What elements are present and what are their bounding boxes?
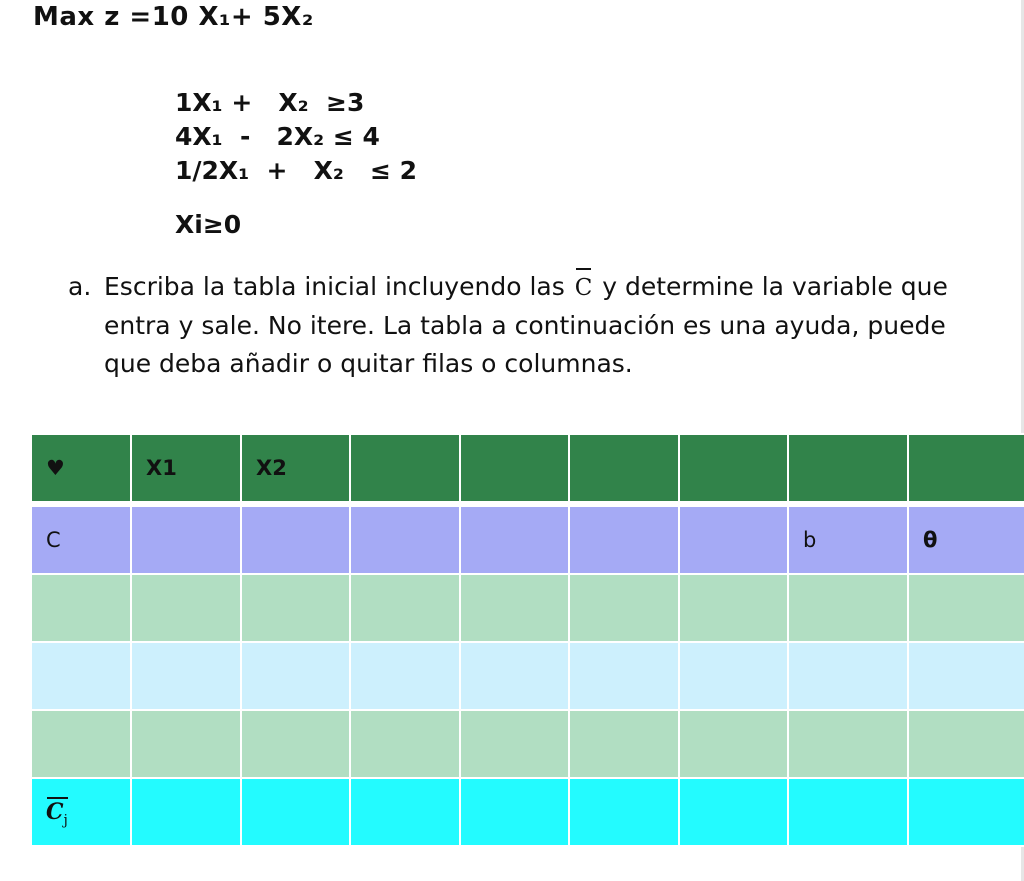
header-row <box>31 434 1024 504</box>
table-cell[interactable] <box>460 710 569 778</box>
cj-symbol <box>46 796 68 828</box>
table-cell[interactable] <box>460 778 569 846</box>
table-cell[interactable] <box>241 778 350 846</box>
table-cell[interactable] <box>679 574 788 642</box>
table-cell[interactable] <box>908 710 1024 778</box>
simplex-table <box>30 433 1024 847</box>
table-cell[interactable] <box>31 574 131 642</box>
theta-column-label: θ <box>908 504 1024 574</box>
constraint-3: 1/2X₁ + X₂ ≤ 2 <box>175 156 417 185</box>
table-row <box>31 574 1024 642</box>
c-bar-symbol: C <box>573 269 595 307</box>
table-cell[interactable] <box>350 574 460 642</box>
cj-row-label <box>31 778 131 846</box>
table-cell[interactable] <box>131 574 241 642</box>
cj-subscript: j <box>63 812 68 829</box>
header-cell-x1: X1 <box>131 434 241 504</box>
table-cell[interactable] <box>131 778 241 846</box>
cj-symbol-letter: C <box>46 798 64 825</box>
table-cell[interactable] <box>241 504 350 574</box>
table-cell[interactable] <box>569 642 679 710</box>
table-row <box>31 710 1024 778</box>
table-cell[interactable] <box>908 574 1024 642</box>
header-cell <box>908 434 1024 504</box>
table-cell[interactable] <box>460 642 569 710</box>
header-cell <box>788 434 908 504</box>
b-column-label: b <box>788 504 908 574</box>
list-marker: a. <box>68 272 92 301</box>
header-cell <box>350 434 460 504</box>
table-cell[interactable] <box>788 778 908 846</box>
constraint-2: 4X₁ - 2X₂ ≤ 4 <box>175 122 380 151</box>
table-cell[interactable] <box>908 642 1024 710</box>
table-cell[interactable] <box>350 642 460 710</box>
table-cell[interactable] <box>350 710 460 778</box>
table-cell[interactable] <box>788 710 908 778</box>
table-cell[interactable] <box>31 710 131 778</box>
table-cell[interactable] <box>569 574 679 642</box>
header-cell <box>460 434 569 504</box>
cost-row <box>31 504 1024 574</box>
table-cell[interactable] <box>679 778 788 846</box>
table-cell[interactable] <box>460 504 569 574</box>
table-cell[interactable] <box>788 574 908 642</box>
header-cell <box>679 434 788 504</box>
constraint-1: 1X₁ + X₂ ≥3 <box>175 88 365 117</box>
table-cell[interactable] <box>241 710 350 778</box>
table-cell[interactable] <box>569 504 679 574</box>
instruction-text <box>68 268 968 383</box>
cost-row-label: C <box>31 504 131 574</box>
table-cell[interactable] <box>31 642 131 710</box>
instruction-item-a <box>68 268 968 383</box>
table-cell[interactable] <box>460 574 569 642</box>
table-row <box>31 642 1024 710</box>
table-cell[interactable] <box>131 504 241 574</box>
table-cell[interactable] <box>908 778 1024 846</box>
instruction-text-before: Escriba la tabla inicial incluyendo las <box>104 272 565 301</box>
table-cell[interactable] <box>679 504 788 574</box>
table-cell[interactable] <box>241 642 350 710</box>
constraints-block <box>175 86 417 188</box>
table-cell[interactable] <box>569 778 679 846</box>
heart-icon: ♥ <box>31 434 131 504</box>
header-cell-x2: X2 <box>241 434 350 504</box>
table-cell[interactable] <box>569 710 679 778</box>
table-cell[interactable] <box>350 778 460 846</box>
objective-function: Max z =10 X₁+ 5X₂ <box>33 2 314 32</box>
nonnegativity-constraint: Xi≥0 <box>175 210 242 239</box>
table-cell[interactable] <box>241 574 350 642</box>
table-cell[interactable] <box>788 642 908 710</box>
table-cell[interactable] <box>131 710 241 778</box>
cj-row <box>31 778 1024 846</box>
instruction-text-after: y determine la variable que entra y sale. No itere. La tabla a continuación es una ayuda, puede que deba añadir o quitar filas o columnas. <box>104 272 948 378</box>
header-cell <box>569 434 679 504</box>
table-cell[interactable] <box>131 642 241 710</box>
table-cell[interactable] <box>679 642 788 710</box>
table-cell[interactable] <box>679 710 788 778</box>
table-cell[interactable] <box>350 504 460 574</box>
